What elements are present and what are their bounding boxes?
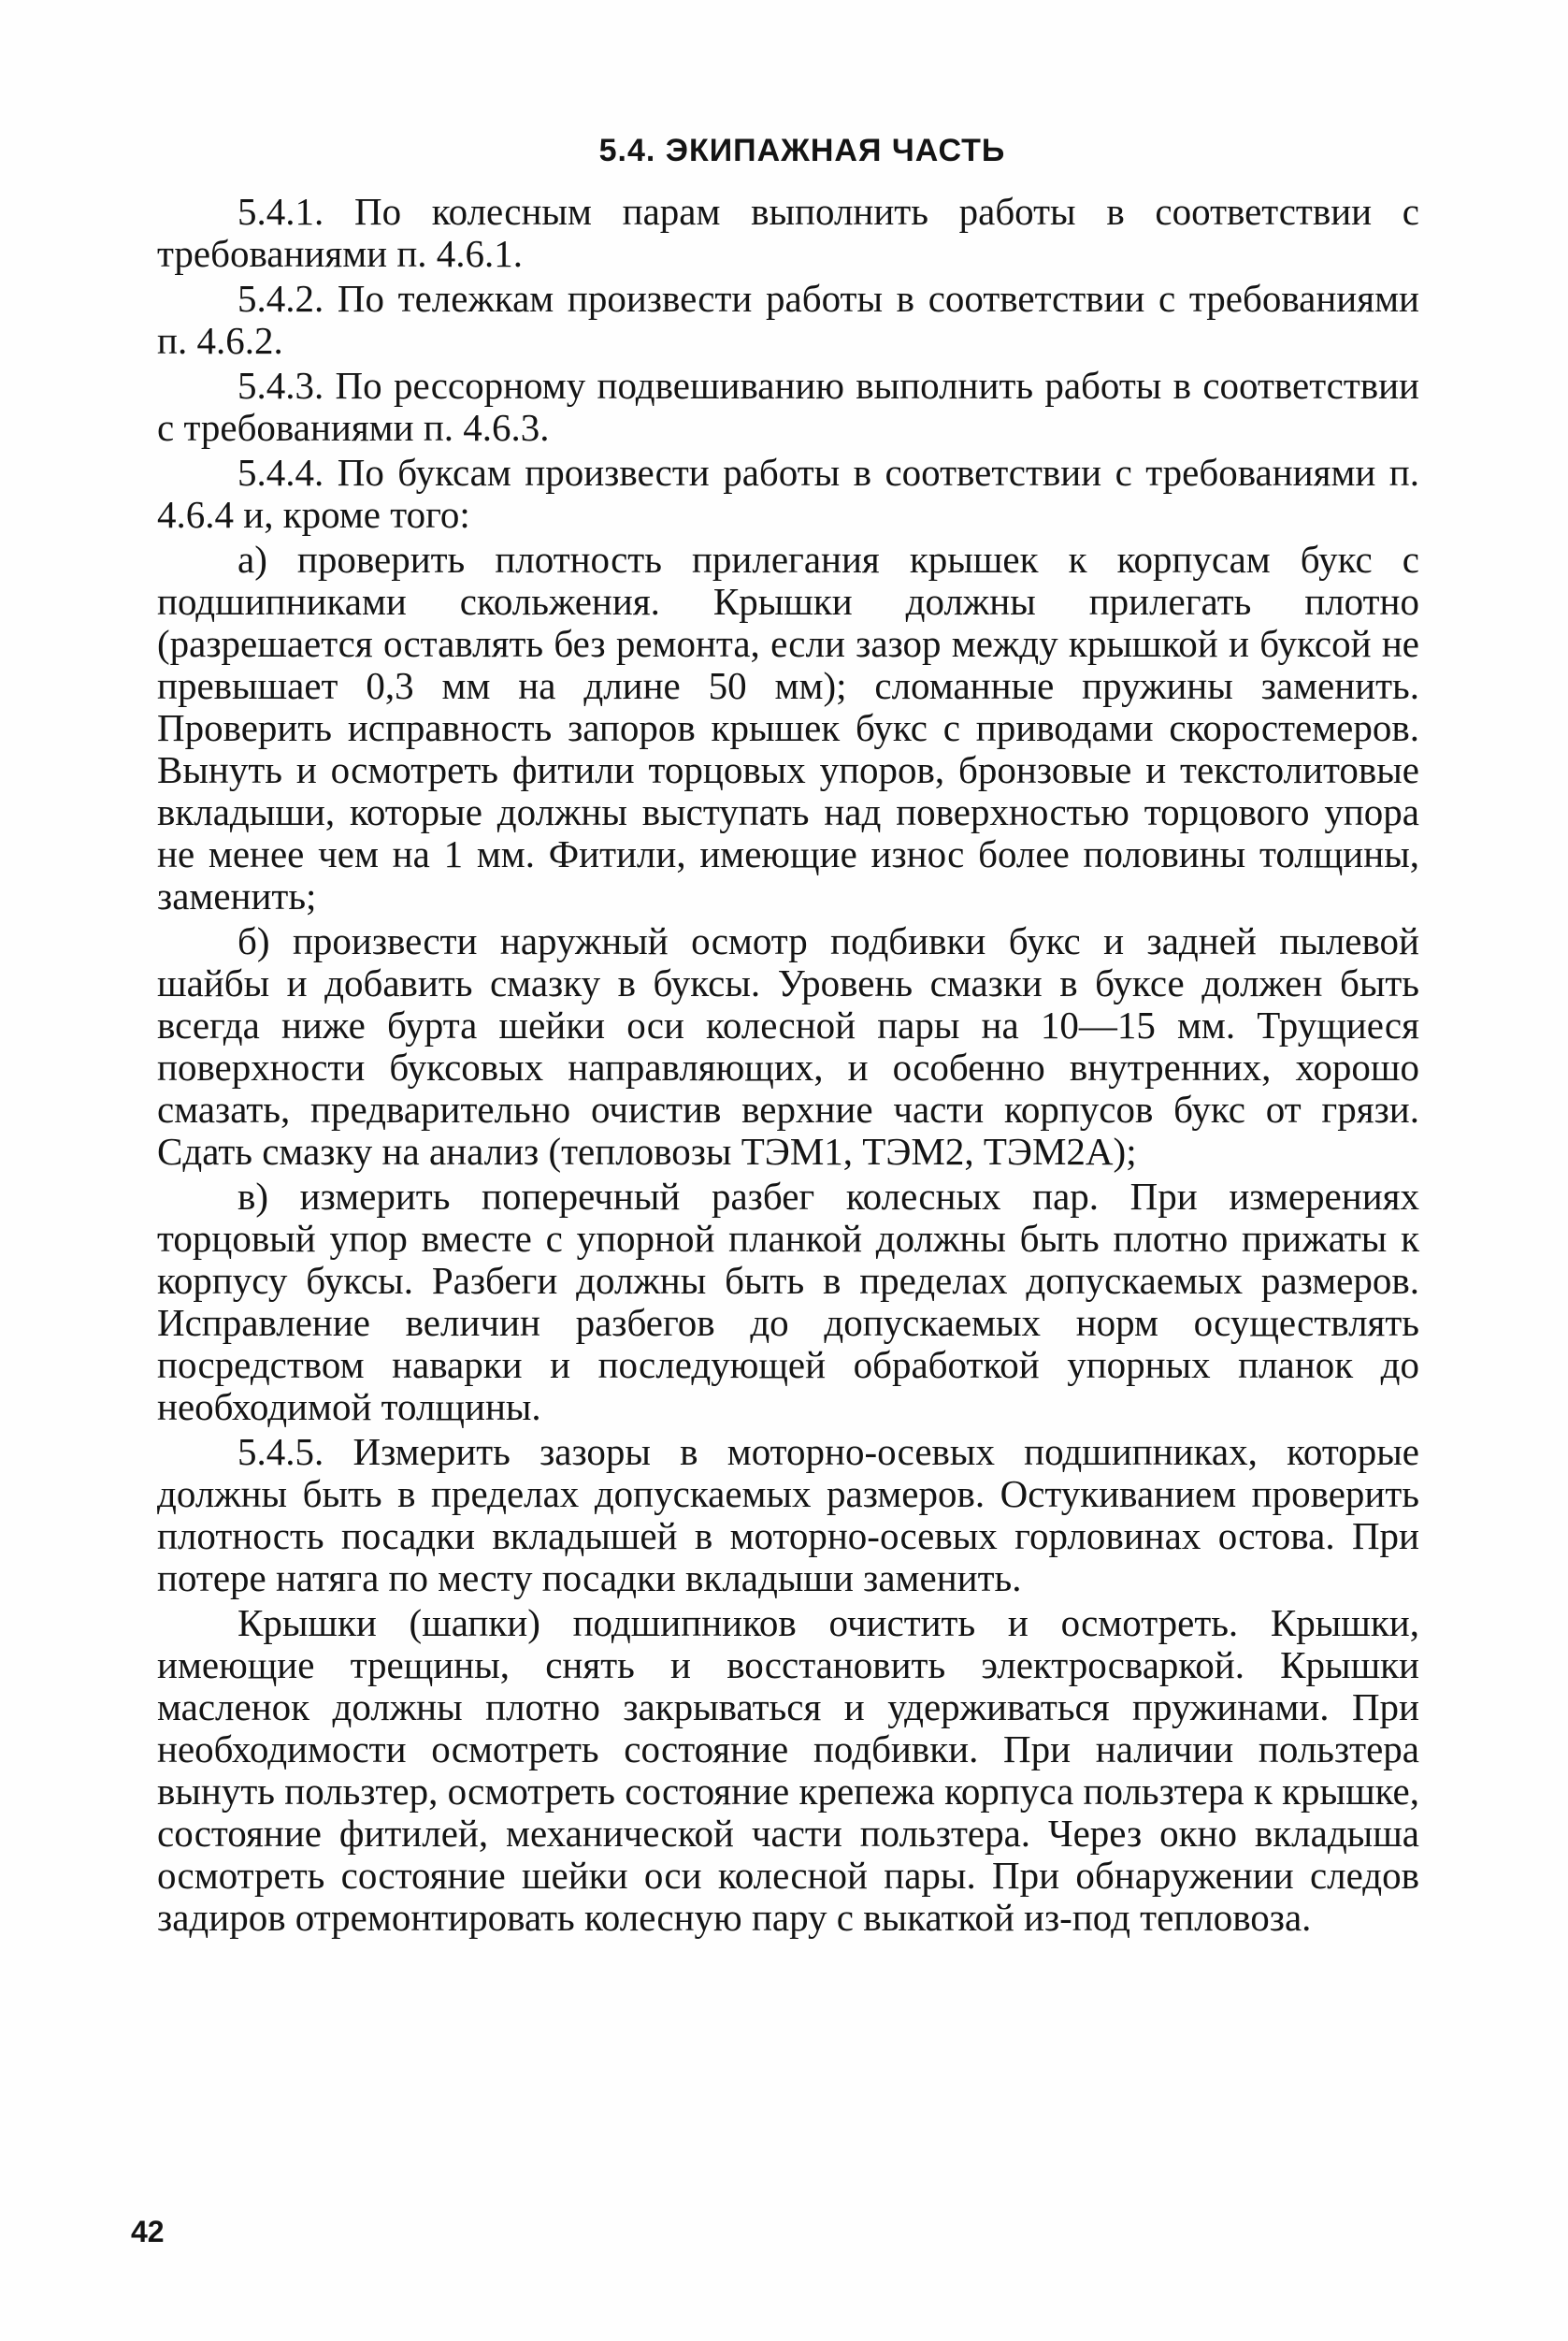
text-block xyxy=(157,131,1419,1939)
paragraph-5-4-5: 5.4.5. Измерить зазоры в моторно-осевых подшипниках, которые должны быть в пределах допускаемых размеров. Остукиванием проверить плотность посадки вкладышей в моторно-осевых горловинах остова. При потере натяга по месту посадки вкладыши заменить. xyxy=(157,1430,1419,1599)
paragraph-5-4-3: 5.4.3. По рессорному подвешиванию выполнить работы в соответствии с требованиями п. 4.6.3. xyxy=(157,364,1419,449)
paragraph-5-4-2: 5.4.2. По тележкам произвести работы в соответствии с требованиями п. 4.6.2. xyxy=(157,277,1419,362)
paragraph-item-b: б) произвести наружный осмотр подбивки букс и задней пылевой шайбы и добавить смазку в буксы. Уровень смазки в буксе должен быть всегда ниже бурта шейки оси колесной пары на 10—15 мм. Трущиеся поверхности буксовых направляющих, и особенно внутренних, хорошо смазать, предварительно очистив верхние части корпусов букс от грязи. Сдать смазку на анализ (тепловозы ТЭМ1, ТЭМ2, ТЭМ2А); xyxy=(157,919,1419,1173)
page-number: 42 xyxy=(131,2215,165,2248)
paragraph-5-4-1: 5.4.1. По колесным парам выполнить работы в соответствии с требованиями п. 4.6.1. xyxy=(157,190,1419,275)
paragraph-item-v: в) измерить поперечный разбег колесных пар. При измерениях торцовый упор вместе с упорной планкой должны быть плотно прижаты к корпусу буксы. Разбеги должны быть в пределах допускаемых размеров. Исправление величин разбегов до допускаемых норм осуществлять посредством наварки и последующей обработкой упорных планок до необходимой толщины. xyxy=(157,1175,1419,1428)
paragraph-item-a: а) проверить плотность прилегания крышек к корпусам букс с подшипниками скольжения. Крышки должны прилегать плотно (разрешается оставлять без ремонта, если зазор между крышкой и буксой не превышает 0,3 мм на длине 50 мм); сломанные пружины заменить. Проверить исправность запоров крышек букс с приводами скоростемеров. Вынуть и осмотреть фитили торцовых упоров, бронзовые и текстолитовые вкладыши, которые должны выступать над поверхностью торцового упора не менее чем на 1 мм. Фитили, имеющие износ более половины толщины, заменить; xyxy=(157,538,1419,918)
paragraph-5-4-4: 5.4.4. По буксам произвести работы в соответствии с требованиями п. 4.6.4 и, кроме того: xyxy=(157,451,1419,536)
section-heading: 5.4. ЭКИПАЖНАЯ ЧАСТЬ xyxy=(598,133,1006,168)
paragraph-bearing-caps: Крышки (шапки) подшипников очистить и осмотреть. Крышки, имеющие трещины, снять и восстановить электросваркой. Крышки масленок должны плотно закрываться и удерживаться пружинами. При необходимости осмотреть состояние подбивки. При наличии пользтера вынуть пользтер, осмотреть состояние крепежа корпуса пользтера к крышке, состояние фитилей, механической части пользтера. Через окно вкладыша осмотреть состояние шейки оси колесной пары. При обнаружении следов задиров отремонтировать колесную пару с выкаткой из-под тепловоза. xyxy=(157,1601,1419,1939)
